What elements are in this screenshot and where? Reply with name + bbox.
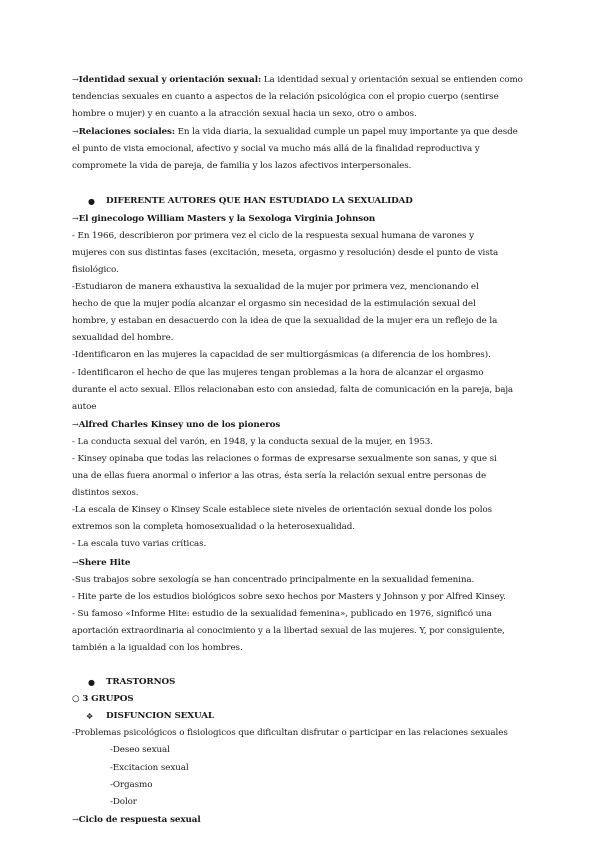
diamond-bullet-icon: ❖ <box>86 712 94 722</box>
text-line: fisiológico. <box>72 264 119 275</box>
text-line: En la vida diaria, la sexualidad cumple un papel muy importante ya que desde <box>174 127 518 138</box>
text-line: mujeres con sus distintas fases (excitación, meseta, orgasmo y resolución) desde el punto de vista <box>72 247 499 258</box>
subheading-text: Ciclo de respuesta sexual <box>78 814 201 825</box>
text-line: una de ellas fuera anormal o inferior a las otras, ésta sería la relación sexual entre personas de <box>72 471 487 482</box>
document-page <box>72 71 532 829</box>
text-line: hombre, y estaban en desacuerdo con la idea de que la sexualidad de la mujer era un reflejo de la <box>72 316 498 327</box>
arrow-icon: → <box>72 75 79 84</box>
text-line: también a la igualdad con los hombres. <box>72 643 243 653</box>
paragraph-identidad <box>72 71 532 89</box>
list-item: -Orgasmo <box>110 779 153 790</box>
arrow-icon: → <box>72 419 79 429</box>
text-line: durante el acto sexual. Ellos relacionaban esto con ansiedad, falta de comunicación en la pareja, baja <box>72 384 514 395</box>
text-line: sexualidad del hombre. <box>72 333 174 344</box>
text-line: -Identificaron en las mujeres la capacidad de ser multiorgásmicas (a diferencia de los hombres). <box>72 350 491 361</box>
section-heading-trastornos <box>72 674 532 691</box>
text-line: tendencias sexuales en cuanto a aspectos de la relación psicológica con el propio cuerpo (sentirse <box>72 92 499 103</box>
section-heading-autores <box>72 193 532 210</box>
arrow-icon: → <box>72 213 79 223</box>
subheading-disfuncion <box>72 708 532 725</box>
list-item: -Excitacion sexual <box>110 762 189 773</box>
subheading-masters <box>72 210 532 228</box>
term-identidad: Identidad sexual y orientación sexual: <box>78 75 262 85</box>
text-line: hecho de que la mujer podía alcanzar el orgasmo sin necesidad de la estimulación sexual del <box>72 299 476 310</box>
text-line: - La escala tuvo varias críticas. <box>72 539 207 550</box>
text-line: -La escala de Kinsey o Kinsey Scale establece siete niveles de orientación sexual donde los polos <box>72 505 493 516</box>
text-line: el punto de vista emocional, afectivo y social va mucho más allá de la finalidad reproductiva y <box>72 144 480 155</box>
bullet-icon: ● <box>88 196 95 206</box>
subheading-text: Alfred Charles Kinsey uno de los pioneros <box>78 419 281 430</box>
text-line: - La conducta sexual del varón, en 1948, y la conducta sexual de la mujer, en 1953. <box>72 436 433 447</box>
text-line: compromete la vida de pareja, de familia y los lazos afectivos interpersonales. <box>72 161 412 172</box>
subheading-text: El ginecologo William Masters y la Sexologa Virginia Johnson <box>78 213 376 224</box>
subheading-ciclo <box>72 811 532 829</box>
circle-bullet-icon: ○ <box>72 694 80 705</box>
section-title: DIFERENTE AUTORES QUE HAN ESTUDIADO LA SEXUALIDAD <box>106 195 413 206</box>
text-line: -Estudiaron de manera exhaustiva la sexualidad de la mujer por primera vez, mencionando el <box>72 282 479 293</box>
text-line: -Sus trabajos sobre sexología se han concentrado principalmente en la sexualidad femenina. <box>72 574 475 585</box>
text-line: - En 1966, describieron por primera vez el ciclo de la respuesta sexual humana de varones y <box>72 230 474 241</box>
paragraph-relaciones <box>72 123 532 141</box>
section-title: TRASTORNOS <box>106 677 176 688</box>
text-line: - Identificaron el hecho de que las mujeres tengan problemas a la hora de alcanzar el orgasmo <box>72 367 484 378</box>
text-line: autoe <box>72 401 97 412</box>
bullet-icon: ● <box>88 678 95 688</box>
text-line: aportación extraordinaria al conocimiento y a la libertad sexual de las mujeres. Y, por consiguiente, <box>72 625 505 636</box>
arrow-icon: → <box>72 814 79 824</box>
subheading-kinsey <box>72 416 532 434</box>
text-line: hombre o mujer) y en cuanto a la atracción sexual hacia un sexo, otro o ambos. <box>72 109 417 120</box>
text-line: distintos sexos. <box>72 488 139 499</box>
list-item-grupos <box>72 691 532 708</box>
text-line: - Hite parte de los estudios biológicos sobre sexo hechos por Masters y Johnson y por Alfred Kinsey. <box>72 591 506 602</box>
term-relaciones: Relaciones sociales: <box>78 127 175 138</box>
subheading-hite <box>72 554 532 572</box>
list-item: -Dolor <box>110 796 137 807</box>
arrow-icon: → <box>72 557 79 567</box>
list-item: -Deseo sexual <box>110 745 170 756</box>
arrow-icon: → <box>72 127 79 137</box>
text-line: - Kinsey opinaba que todas las relaciones o formas de expresarse sexualmente son sanas, y que si <box>72 453 497 464</box>
text-line: - Su famoso «Informe Hite: estudio de la sexualidad femenina», publicado en 1976, significó una <box>72 608 492 619</box>
text-line: La identidad sexual y orientación sexual se entienden como <box>261 75 523 85</box>
list-item-text: 3 GRUPOS <box>82 694 134 705</box>
text-line: -Problemas psicológicos o fisiologicos que dificultan disfrutar o participar en las relaciones sexuales <box>72 728 508 739</box>
text-line: extremos son la completa homosexualidad o la heterosexualidad. <box>72 522 355 533</box>
subheading-text: Shere Hite <box>78 557 131 568</box>
subheading-text: DISFUNCION SEXUAL <box>106 711 214 722</box>
